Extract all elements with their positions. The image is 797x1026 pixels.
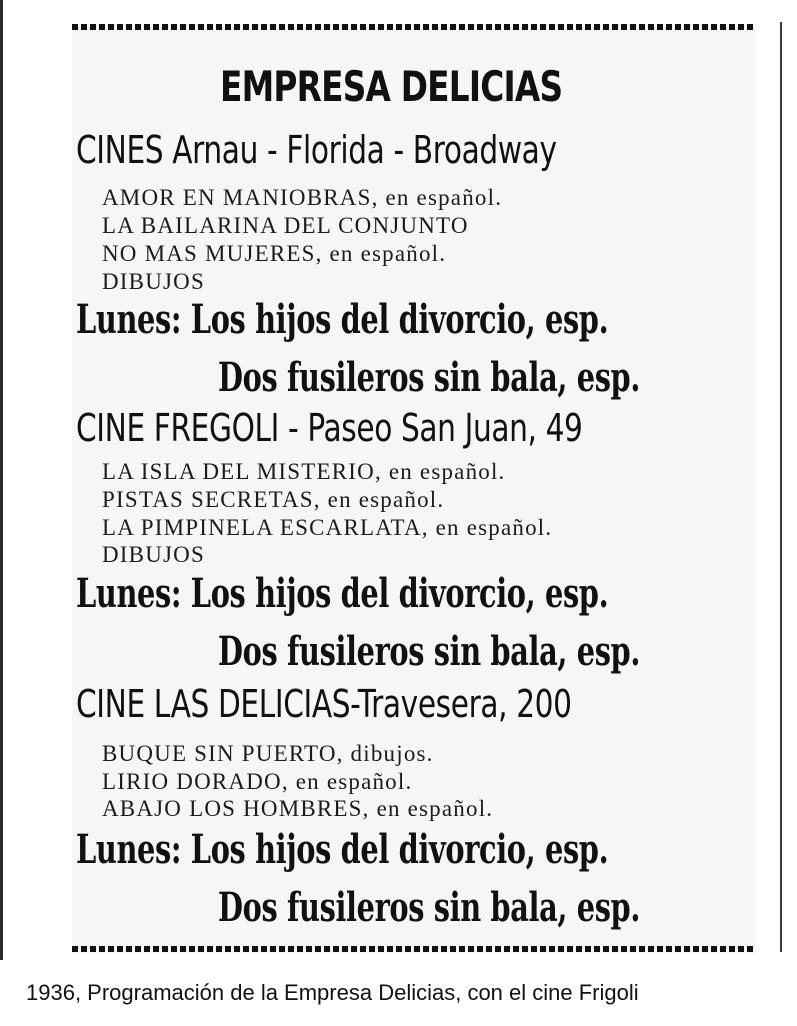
monday-line: Lunes: Los hijos del divorcio, esp. [76,296,609,343]
monday-line-second: Dos fusileros sin bala, esp. [218,628,640,675]
film-listing: LA BAILARINA DEL CONJUNTO [102,213,469,238]
image-caption: 1936, Programación de la Empresa Delicias, con el cine Frigoli [26,980,639,1005]
newspaper-clipping [72,24,756,954]
film-listing: ABAJO LOS HOMBRES, en español. [102,796,494,821]
bottom-dotted-rule [72,946,756,952]
film-listing: BUQUE SIN PUERTO, dibujos. [102,741,434,766]
frame-right-border [780,22,782,952]
film-listing: DIBUJOS [102,269,205,294]
film-listing: LA PIMPINELA ESCARLATA, en español. [102,515,553,540]
monday-line: Lunes: Los hijos del divorcio, esp. [76,570,609,617]
clipping-title: EMPRESA DELICIAS [220,62,563,111]
film-listing: LIRIO DORADO, en español. [102,769,413,794]
cinema-heading-delicias: CINE LAS DELICIAS-Travesera, 200 [76,682,572,726]
film-listing: DIBUJOS [102,542,205,567]
film-listing: LA ISLA DEL MISTERIO, en español. [102,459,506,484]
cinema-heading-fregoli: CINE FREGOLI - Paseo San Juan, 49 [76,406,583,450]
cinema-heading-arnau: CINES Arnau - Florida - Broadway [76,128,557,172]
top-dotted-rule [72,24,756,30]
monday-line-second: Dos fusileros sin bala, esp. [218,884,640,931]
monday-line-second: Dos fusileros sin bala, esp. [218,354,640,401]
monday-line: Lunes: Los hijos del divorcio, esp. [76,826,609,873]
film-listing: AMOR EN MANIOBRAS, en español. [102,185,503,210]
film-listing: PISTAS SECRETAS, en español. [102,487,445,512]
film-listing: NO MAS MUJERES, en español. [102,241,447,266]
frame-left-border [0,0,3,960]
